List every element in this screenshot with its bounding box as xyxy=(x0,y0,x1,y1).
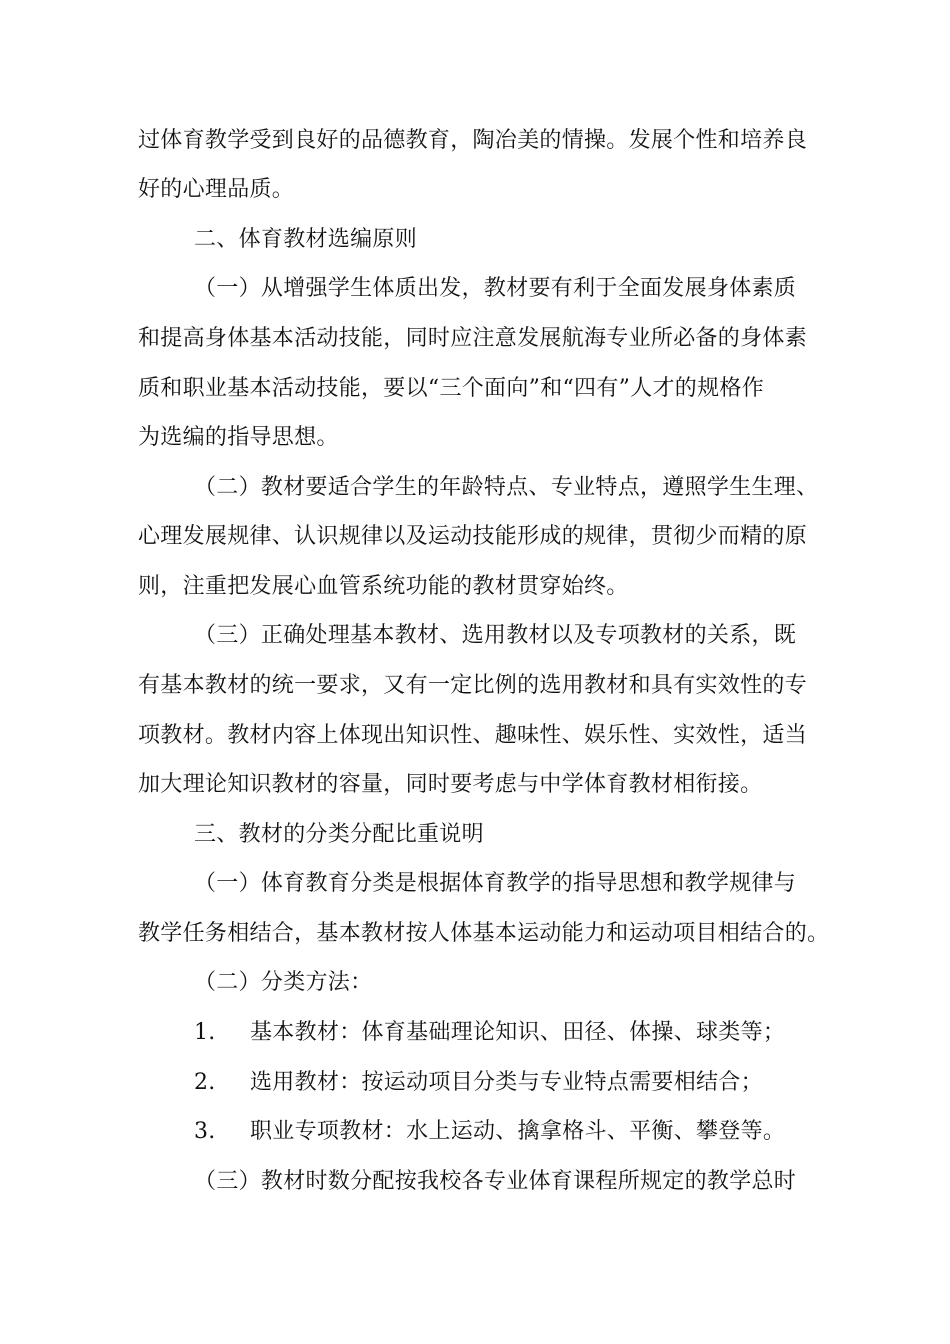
list-item-text: 职业专项教材：水上运动、擒拿格斗、平衡、攀登等。 xyxy=(250,1119,786,1144)
paragraph-line: （三）正确处理基本教材、选用教材以及专项教材的关系，既 xyxy=(194,623,797,648)
paragraph-line: （三）教材时数分配按我校各专业体育课程所规定的教学总时 xyxy=(194,1169,797,1194)
paragraph-line: （二）教材要适合学生的年龄特点、专业特点，遵照学生生理、 xyxy=(194,475,819,500)
list-item-number: 1. xyxy=(194,1020,216,1045)
list-item-number: 2. xyxy=(194,1070,216,1095)
list-item-number: 3. xyxy=(194,1119,216,1144)
paragraph-line: 有基本教材的统一要求，又有一定比例的选用教材和具有实效性的专 xyxy=(138,673,808,698)
paragraph-line: 质和职业基本活动技能，要以“三个面向”和“四有”人才的规格作 xyxy=(138,376,764,401)
list-item-text: 基本教材：体育基础理论知识、田径、体操、球类等； xyxy=(250,1020,786,1045)
list-item-text: 选用教材：按运动项目分类与专业特点需要相结合； xyxy=(250,1070,763,1095)
paragraph-line: 加大理论知识教材的容量，同时要考虑与中学体育教材相衔接。 xyxy=(138,772,763,797)
paragraph-line: 和提高身体基本活动技能，同时应注意发展航海专业所必备的身体素 xyxy=(138,326,808,351)
paragraph-line: 过体育教学受到良好的品德教育，陶冶美的情操。发展个性和培养良 xyxy=(138,128,808,153)
list-item xyxy=(194,1068,950,1098)
paragraph-line: （二）分类方法： xyxy=(194,970,373,995)
paragraph-line: 好的心理品质。 xyxy=(138,177,295,202)
paragraph-line: 项教材。教材内容上体现出知识性、趣味性、娱乐性、实效性，适当 xyxy=(138,723,808,748)
paragraph-line: 则，注重把发展心血管系统功能的教材贯穿始终。 xyxy=(138,574,629,599)
section-heading: 三、教材的分类分配比重说明 xyxy=(194,822,484,847)
paragraph-line: 教学任务相结合，基本教材按人体基本运动能力和运动项目相结合的。 xyxy=(138,921,830,946)
list-item xyxy=(194,1018,950,1048)
list-item xyxy=(194,1117,950,1147)
paragraph-line: 心理发展规律、认识规律以及运动技能形成的规律，贯彻少而精的原 xyxy=(138,524,808,549)
section-heading: 二、体育教材选编原则 xyxy=(194,227,418,252)
paragraph-line: （一）体育教育分类是根据体育教学的指导思想和教学规律与 xyxy=(194,871,797,896)
paragraph-line: （一）从增强学生体质出发，教材要有利于全面发展身体素质 xyxy=(194,276,797,301)
paragraph-line: 为选编的指导思想。 xyxy=(138,425,339,450)
